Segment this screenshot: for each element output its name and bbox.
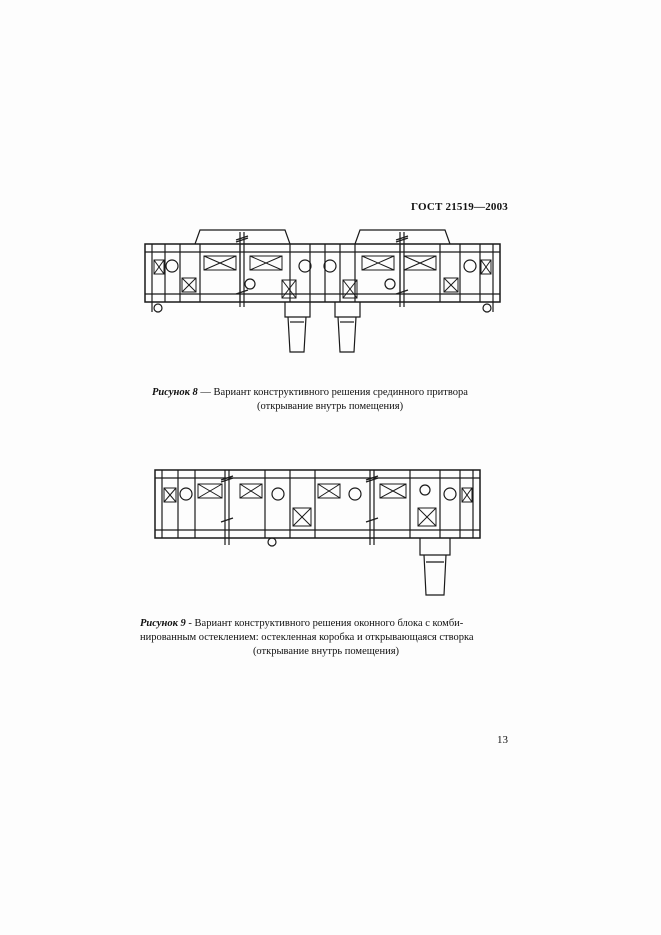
figure-8-separator: — bbox=[197, 387, 214, 398]
figure-9-caption bbox=[140, 617, 522, 659]
figure-8-drawing bbox=[140, 222, 510, 362]
figure-9-label: Рисунок 9 bbox=[140, 618, 186, 629]
figure-9-svg bbox=[150, 460, 490, 605]
figure-8-svg bbox=[140, 222, 510, 362]
figure-9-caption-line2: нированным остеклением: остекленная коробка и открывающаяся створка bbox=[140, 632, 474, 643]
figure-8-caption-line2: (открывание внутрь помещения) bbox=[257, 401, 404, 412]
page-number: 13 bbox=[497, 734, 508, 746]
figure-9-caption-line3: (открывание внутрь помещения) bbox=[252, 646, 400, 657]
figure-9-caption-line1: Вариант конструктивного решения оконного блока с комби- bbox=[194, 618, 464, 629]
figure-8-caption bbox=[152, 386, 522, 414]
figure-8-label: Рисунок 8 bbox=[152, 387, 198, 398]
figure-9-drawing bbox=[150, 460, 490, 605]
figure-9-separator: - bbox=[185, 618, 195, 629]
figure-8-caption-line1: Вариант конструктивного решения срединного притвора bbox=[213, 387, 468, 398]
standard-code-header: ГОСТ 21519—2003 bbox=[411, 201, 508, 213]
